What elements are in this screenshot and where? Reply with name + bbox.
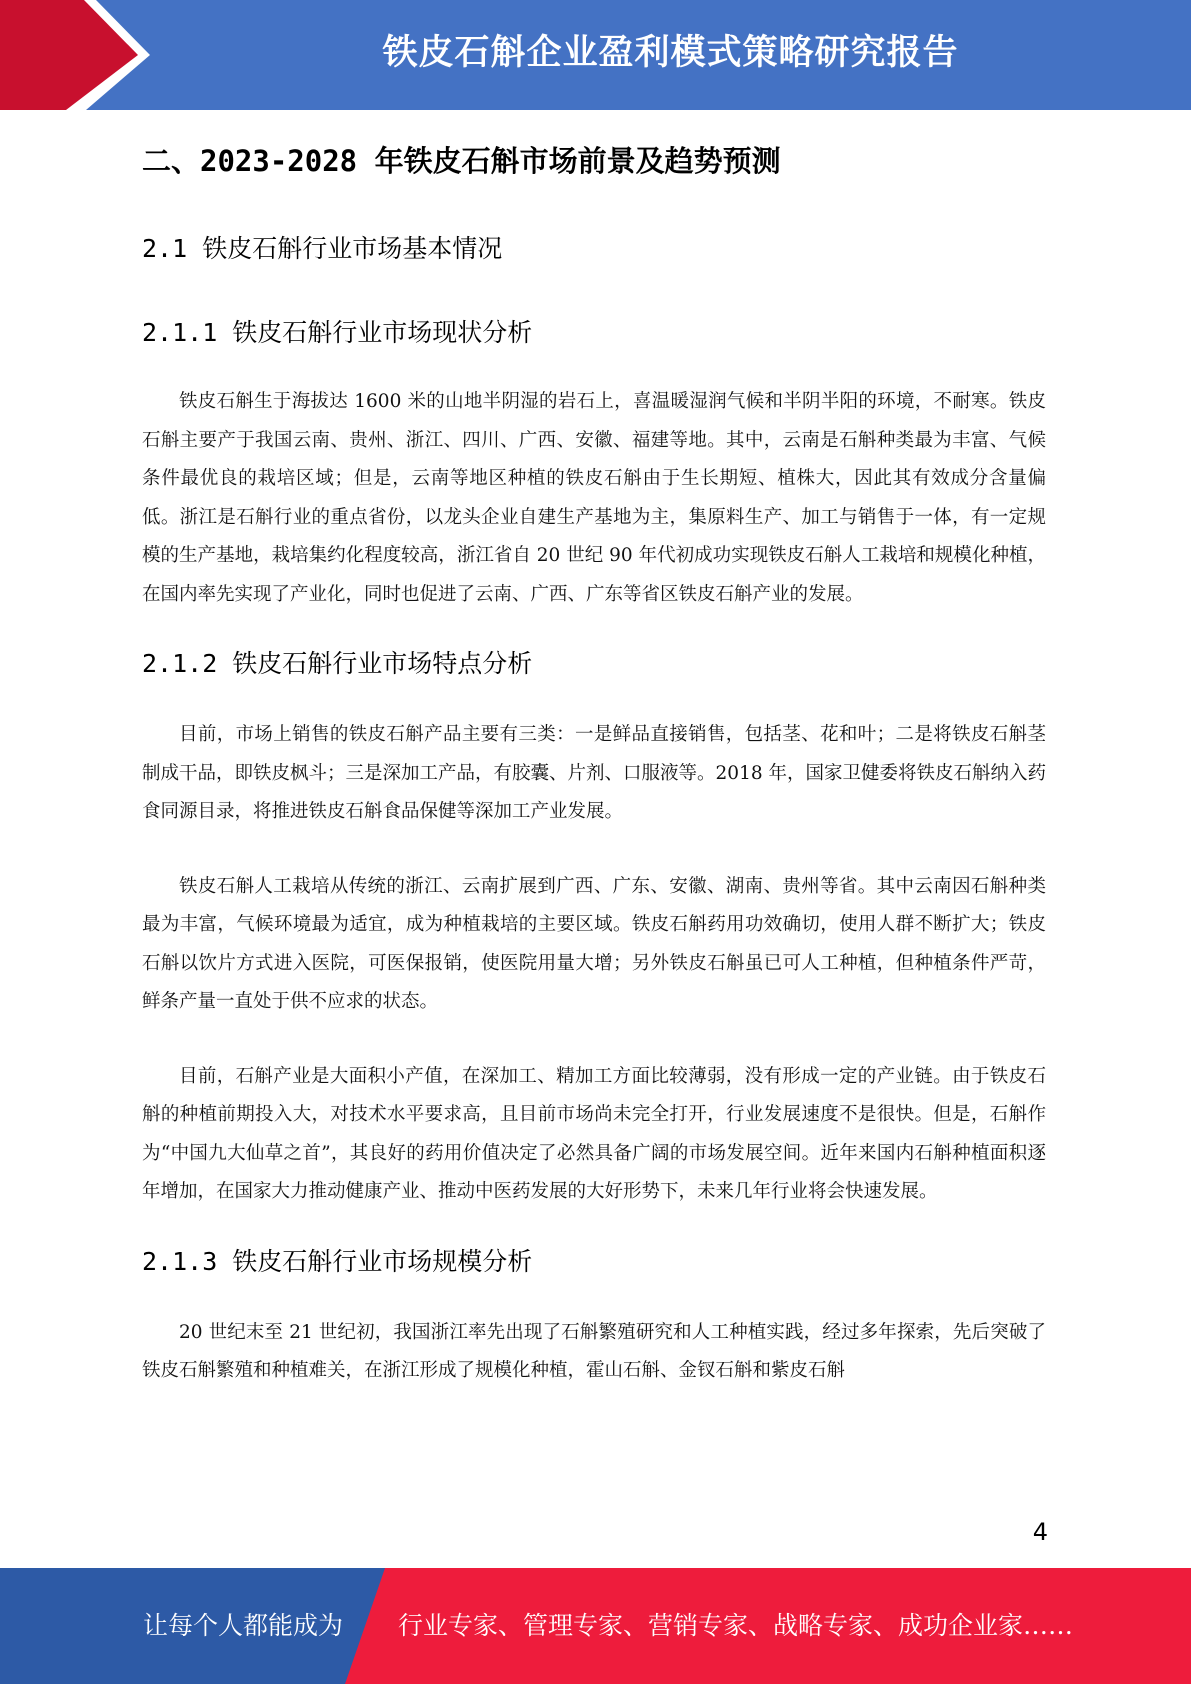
footer-slogan-left: 让每个人都能成为 xyxy=(143,1611,344,1640)
chapter-title: 二、2023-2028 年铁皮石斛市场前景及趋势预测 xyxy=(142,144,781,178)
page-content xyxy=(142,138,1046,1391)
paragraph-2-1-2-3: 目前，石斛产业是大面积小产值，在深加工、精加工方面比较薄弱，没有形成一定的产业链。由于铁皮石斛的种植前期投入大，对技术水平要求高，且目前市场尚未完全打开，行业发展速度不是很快。但是，石斛作为“中国九大仙草之首”，其良好的药用价值决定了必然具备广阔的市场发展空间。近年来国内石斛种植面积逐年增加，在国家大力推动健康产业、推动中医药发展的大好形势下，未来几年行业将会快速发展。 xyxy=(142,1065,1046,1202)
section-heading-2-1-3: 2.1.3 铁皮石斛行业市场规模分析 xyxy=(142,1246,533,1276)
footer-slogan-right: 行业专家、管理专家、营销专家、战略专家、成功企业家…… xyxy=(398,1611,1074,1640)
paragraph-2-1-2-2: 铁皮石斛人工栽培从传统的浙江、云南扩展到广西、广东、安徽、湖南、贵州等省。其中云南因石斛种类最为丰富，气候环境最为适宜，成为种植栽培的主要区域。铁皮石斛药用功效确切，使用人群不断扩大；铁皮石斛以饮片方式进入医院，可医保报销，使医院用量大增；另外铁皮石斛虽已可人工种植，但种植条件严苛，鲜条产量一直处于供不应求的状态。 xyxy=(142,875,1046,1012)
section-heading-2-1-2: 2.1.2 铁皮石斛行业市场特点分析 xyxy=(142,649,533,678)
page-number: 4 xyxy=(1032,1518,1048,1546)
paragraph-2-1-1-1: 铁皮石斛生于海拔达 1600 米的山地半阴湿的岩石上，喜温暖湿润气候和半阴半阳的环境，不耐寒。铁皮石斛主要产于我国云南、贵州、浙江、四川、广西、安徽、福建等地。其中，云南是石斛种类最为丰富、气候条件最优良的栽培区域；但是，云南等地区种植的铁皮石斛由于生长期短、植株大，因此其有效成分含量偏低。浙江是石斛行业的重点省份，以龙头企业自建生产基地为主，集原料生产、加工与销售于一体，有一定规模的生产基地，栽培集约化程度较高，浙江省自 20 世纪 90 年代初成功实现铁皮石斛人工栽培和规模化种植，在国内率先实现了产业化，同时也促进了云南、广西、广东等省区铁皮石斛产业的发展。 xyxy=(142,391,1046,605)
section-heading-2-1-1: 2.1.1 铁皮石斛行业市场现状分析 xyxy=(142,318,533,347)
report-title: 铁皮石斛企业盈利模式策略研究报告 xyxy=(382,33,959,73)
page-header xyxy=(0,0,1191,110)
paragraph-2-1-3-1: 20 世纪末至 21 世纪初，我国浙江率先出现了石斛繁殖研究和人工种植实践，经过多年探索，先后突破了铁皮石斛繁殖和种植难关，在浙江形成了规模化种植，霍山石斛、金钗石斛和紫皮石斛 xyxy=(142,1321,1046,1381)
section-heading-2-1: 2.1 铁皮石斛行业市场基本情况 xyxy=(142,234,503,263)
header-red-arrow-icon xyxy=(0,0,150,110)
page-footer xyxy=(0,1568,1191,1684)
paragraph-2-1-2-1: 目前，市场上销售的铁皮石斛产品主要有三类：一是鲜品直接销售，包括茎、花和叶；二是将铁皮石斛茎制成干品，即铁皮枫斗；三是深加工产品，有胶囊、片剂、口服液等。2018 年，国家卫健委将铁皮石斛纳入药食同源目录，将推进铁皮石斛食品保健等深加工产业发展。 xyxy=(142,724,1046,822)
